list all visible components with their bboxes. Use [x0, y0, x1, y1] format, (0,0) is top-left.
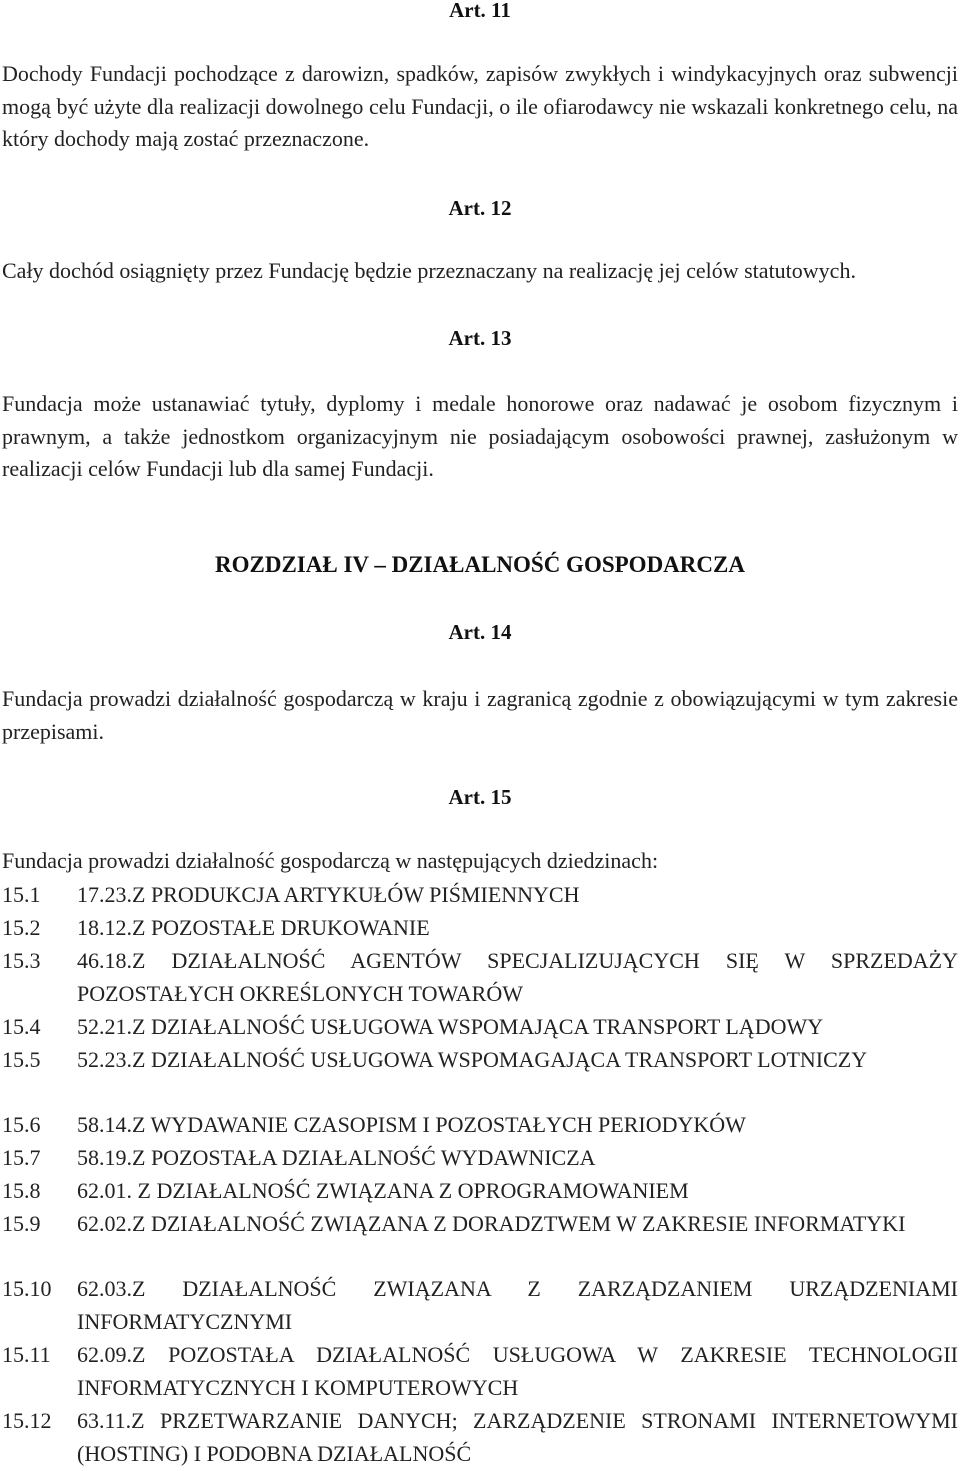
art-11-heading: Art. 11	[449, 0, 511, 22]
art-15-intro: Fundacja prowadzi działalność gospodarczą w następujących dziedzinach:	[2, 848, 659, 873]
list-item-number: 15.12	[2, 1408, 52, 1433]
list-item-number: 15.3	[2, 948, 41, 973]
list-item-text: 62.09.Z POZOSTAŁA DZIAŁALNOŚĆ USŁUGOWA W ZAKRESIE TECHNOLOGII INFORMATYCZNYCH I KOMPUTEROWYCH	[77, 1342, 958, 1400]
art-15-heading: Art. 15	[448, 785, 512, 809]
list-item-number: 15.6	[2, 1112, 41, 1137]
list-item-text: 52.23.Z DZIAŁALNOŚĆ USŁUGOWA WSPOMAGAJĄCA TRANSPORT LOTNICZY	[77, 1047, 868, 1072]
chapter-4-title: ROZDZIAŁ IV – DZIAŁALNOŚĆ GOSPODARCZA	[215, 552, 745, 577]
art-12-heading: Art. 12	[448, 196, 512, 220]
list-item-number: 15.5	[2, 1047, 41, 1072]
list-item-text: 63.11.Z PRZETWARZANIE DANYCH; ZARZĄDZENIE STRONAMI INTERNETOWYMI (HOSTING) I PODOBNA DZIAŁALNOŚĆ	[77, 1408, 958, 1466]
list-item-number: 15.1	[2, 882, 41, 907]
list-item-text: 62.02.Z DZIAŁALNOŚĆ ZWIĄZANA Z DORADZTWEM W ZAKRESIE INFORMATYKI	[77, 1211, 906, 1236]
art-14-text: Fundacja prowadzi działalność gospodarczą w kraju i zagranicą zgodnie z obowiązującymi w tym zakresie przepisami.	[2, 686, 958, 744]
list-item-text: 62.03.Z DZIAŁALNOŚĆ ZWIĄZANA Z ZARZĄDZANIEM URZĄDZENIAMI INFORMATYCZNYMI	[77, 1276, 958, 1334]
list-item-number: 15.9	[2, 1211, 41, 1236]
list-item-number: 15.2	[2, 915, 41, 940]
list-item-number: 15.7	[2, 1145, 41, 1170]
list-item-number: 15.4	[2, 1014, 41, 1039]
art-12-text: Cały dochód osiągnięty przez Fundację będzie przeznaczany na realizację jej celów statutowych.	[2, 258, 856, 283]
list-item-text: 17.23.Z PRODUKCJA ARTYKUŁÓW PIŚMIENNYCH	[77, 882, 580, 907]
art-14-heading: Art. 14	[448, 620, 512, 644]
art-11-text: Dochody Fundacji pochodzące z darowizn, spadków, zapisów zwykłych i windykacyjnych oraz subwencji mogą być użyte dla realizacji dowolnego celu Fundacji, o ile ofiarodawcy nie wskazali konkretnego celu, na który dochody mają zostać przeznaczone.	[2, 61, 958, 151]
list-item-number: 15.11	[2, 1342, 51, 1367]
list-item-text: 58.19.Z POZOSTAŁA DZIAŁALNOŚĆ WYDAWNICZA	[77, 1145, 596, 1170]
list-item-number: 15.10	[2, 1276, 52, 1301]
list-item-text: 18.12.Z POZOSTAŁE DRUKOWANIE	[77, 915, 430, 940]
list-item-number: 15.8	[2, 1178, 41, 1203]
list-item-text: 58.14.Z WYDAWANIE CZASOPISM I POZOSTAŁYCH PERIODYKÓW	[77, 1112, 746, 1137]
list-item-text: 62.01. Z DZIAŁALNOŚĆ ZWIĄZANA Z OPROGRAMOWANIEM	[77, 1178, 689, 1203]
art-13-heading: Art. 13	[448, 326, 512, 350]
list-item-text: 52.21.Z DZIAŁALNOŚĆ USŁUGOWA WSPOMAJĄCA TRANSPORT LĄDOWY	[77, 1014, 824, 1039]
list-item-text: 46.18.Z DZIAŁALNOŚĆ AGENTÓW SPECJALIZUJĄCYCH SIĘ W SPRZEDAŻY POZOSTAŁYCH OKREŚLONYCH TOWARÓW	[77, 948, 958, 1006]
art-13-text: Fundacja może ustanawiać tytuły, dyplomy i medale honorowe oraz nadawać je osobom fizycznym i prawnym, a także jednostkom organizacyjnym nie posiadającym osobowości prawnej, zasłużonym w realizacji celów Fundacji lub dla samej Fundacji.	[2, 391, 958, 481]
